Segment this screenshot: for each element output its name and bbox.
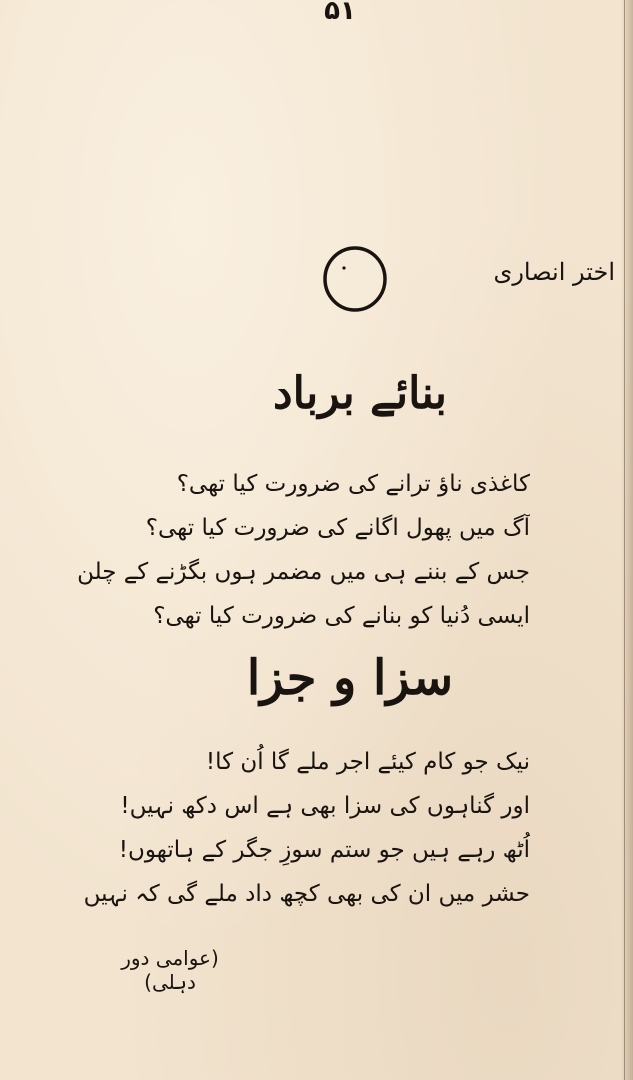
verse-line: جس کے بننے ہی میں مضمر ہوں بگڑنے کے چلن: [77, 559, 530, 585]
author-name: اختر انصاری: [493, 258, 615, 286]
verse-line: کاغذی ناؤ ترانے کی ضرورت کیا تھی؟: [176, 471, 530, 497]
verse-line: اور گناہوں کی سزا بھی ہے اس دکھ نہیں!: [120, 793, 530, 819]
verse-line: اُٹھ رہے ہیں جو ستم سوزِ جگر کے ہاتھوں!: [118, 837, 530, 863]
page-number: ۵۱: [324, 0, 356, 26]
page-edge-shadow: [621, 0, 633, 1080]
circle-ornament-icon: [322, 246, 388, 312]
verse-line: حشر میں ان کی بھی کچھ داد ملے گی کہ نہیں: [83, 881, 530, 907]
page-edge-line: [624, 0, 625, 1080]
verse-line: نیک جو کام کیئے اجر ملے گا اُن کا!: [205, 749, 530, 775]
verse-line: آگ میں پھول اگانے کی ضرورت کیا تھی؟: [145, 515, 530, 541]
poem-1-verses: [60, 462, 530, 638]
poem-title-1: بنائے برباد: [272, 368, 448, 419]
poem-title-2: سزا و جزا: [246, 650, 454, 706]
source-citation: (عوامی دور دہلی): [121, 946, 219, 994]
verse-line: ایسی دُنیا کو بنانے کی ضرورت کیا تھی؟: [153, 603, 530, 629]
poem-2-verses: [60, 740, 530, 916]
